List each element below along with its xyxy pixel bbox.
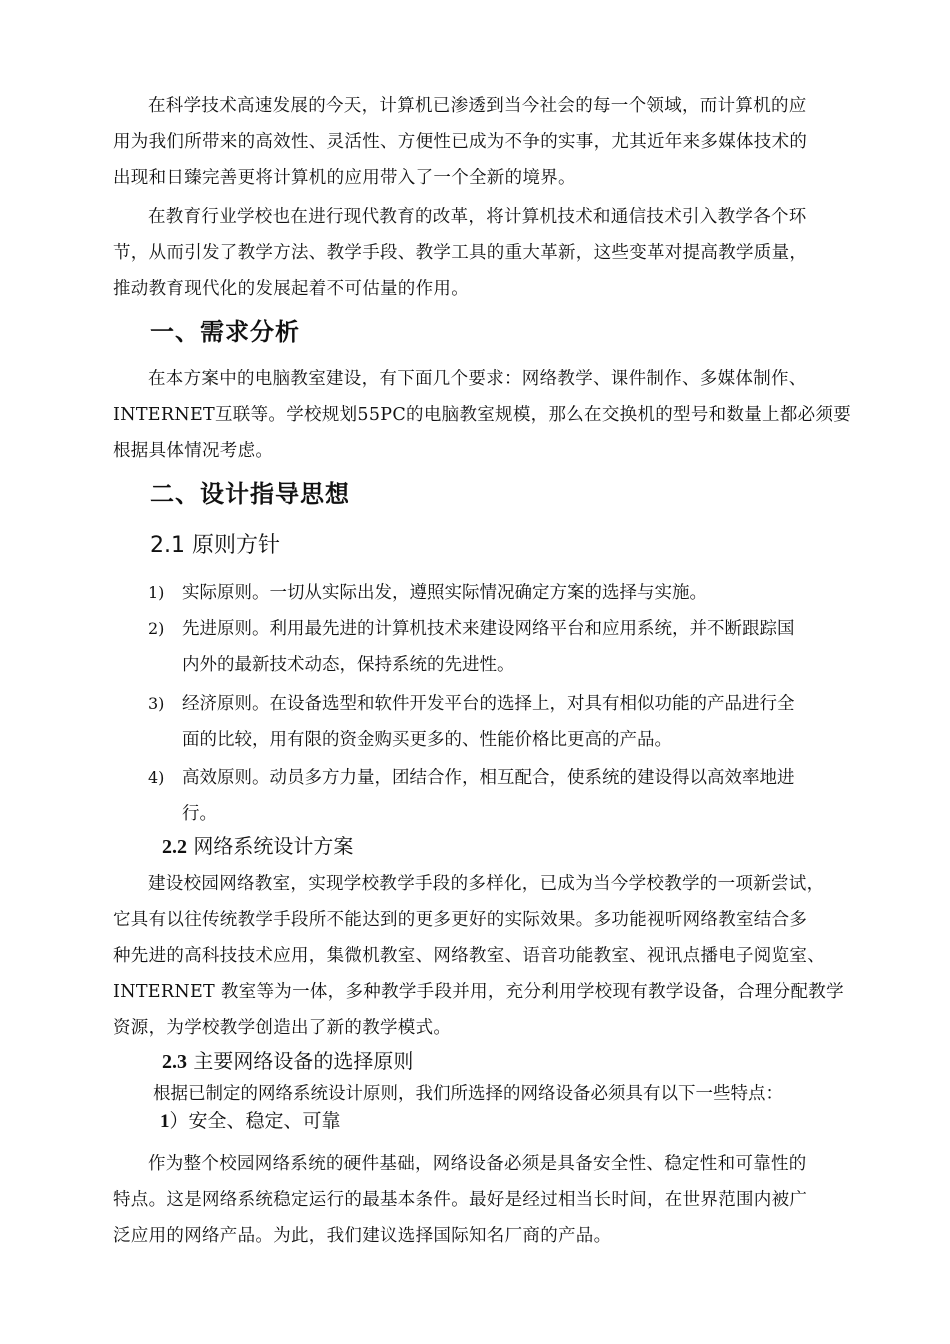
subsection-title: 网络系统设计方案 — [193, 834, 354, 858]
list-text: 先进原则。利用最先进的计算机技术来建设网络平台和应用系统，并不断跟踪国 — [182, 619, 795, 639]
text-line: 种先进的高科技技术应用，集微机教室、网络教室、语音功能教室、视讯点播电子阅览室、 — [113, 946, 825, 966]
subsection-heading-network-design — [162, 830, 353, 859]
text-line: 用为我们所带来的高效性、灵活性、方便性已成为不争的实事，尤其近年来多媒体技术的 — [113, 132, 808, 152]
text-line: INTERNET 教室等为一体，多种教学手段并用，充分利用学校现有教学设备，合理分配教学 — [113, 982, 844, 1002]
text-line: 推动教育现代化的发展起着不可估量的作用。 — [113, 279, 469, 299]
intro-paragraph-2 — [113, 199, 865, 307]
subsection-heading-equipment-selection — [162, 1045, 413, 1074]
text-line: 泛应用的网络产品。为此，我们建议选择国际知名厂商的产品。 — [113, 1226, 612, 1246]
subsection-number: 2.3 — [162, 1051, 187, 1073]
security-paragraph — [113, 1146, 865, 1254]
text-line: 建设校园网络教室，实现学校教学手段的多样化，已成为当今学校教学的一项新尝试， — [148, 874, 825, 894]
section-heading-requirements: 一、需求分析 — [150, 318, 300, 346]
text-line: 在教育行业学校也在进行现代教育的改革，将计算机技术和通信技术引入教学各个环 — [148, 207, 807, 227]
text-line: 在科学技术高速发展的今天，计算机已渗透到当今社会的每一个领域，而计算机的应 — [148, 96, 807, 116]
list-text-continued: 行。 — [182, 804, 217, 824]
text-line: 出现和日臻完善更将计算机的应用带入了一个全新的境界。 — [113, 168, 576, 188]
text-line: 它具有以往传统教学手段所不能达到的更多更好的实际效果。多功能视听网络教室结合多 — [113, 910, 808, 930]
list-item — [148, 611, 868, 683]
text-line: INTERNET互联等。学校规划55PC的电脑教室规模，那么在交换机的型号和数量上都必须要 — [113, 405, 852, 425]
text-line: 在本方案中的电脑教室建设，有下面几个要求：网络教学、课件制作、多媒体制作、 — [148, 369, 807, 389]
list-number: 1) — [148, 583, 165, 602]
network-design-paragraph — [113, 866, 865, 1046]
point-number: 1 — [160, 1111, 170, 1132]
intro-paragraph-1 — [113, 88, 865, 196]
list-text: 实际原则。一切从实际出发，遵照实际情况确定方案的选择与实施。 — [182, 583, 707, 603]
text-line: 根据具体情况考虑。 — [113, 441, 274, 461]
point-heading-security — [160, 1106, 341, 1133]
list-item — [148, 575, 868, 611]
section-heading-design-guidelines: 二、设计指导思想 — [150, 480, 350, 508]
list-text-continued: 内外的最新技术动态，保持系统的先进性。 — [182, 655, 515, 675]
list-text-continued: 面的比较，用有限的资金购买更多的、性能价格比更高的产品。 — [182, 730, 672, 750]
subsection-title: 主要网络设备的选择原则 — [193, 1049, 414, 1073]
equipment-selection-intro: 根据已制定的网络系统设计原则，我们所选择的网络设备必须具有以下一些特点： — [153, 1084, 783, 1104]
subsection-heading-principles: 2.1 原则方针 — [150, 533, 280, 558]
point-title: ）安全、稳定、可靠 — [169, 1110, 341, 1132]
text-line: 特点。这是网络系统稳定运行的最基本条件。最好是经过相当长时间，在世界范围内被广 — [113, 1190, 808, 1210]
list-item — [148, 686, 868, 758]
list-number: 3) — [148, 694, 165, 713]
list-number: 2) — [148, 619, 165, 638]
list-text: 经济原则。在设备选型和软件开发平台的选择上，对具有相似功能的产品进行全 — [182, 694, 795, 714]
list-item — [148, 760, 868, 832]
text-line: 资源，为学校教学创造出了新的教学模式。 — [113, 1018, 452, 1038]
subsection-number: 2.2 — [162, 836, 187, 858]
list-number: 4) — [148, 768, 165, 787]
text-line: 作为整个校园网络系统的硬件基础，网络设备必须是具备安全性、稳定性和可靠性的 — [148, 1154, 807, 1174]
text-line: 节，从而引发了教学方法、教学手段、教学工具的重大革新，这些变革对提高教学质量， — [113, 243, 808, 263]
list-text: 高效原则。动员多方力量，团结合作，相互配合，使系统的建设得以高效率地进 — [182, 768, 795, 788]
requirements-paragraph — [113, 361, 865, 469]
